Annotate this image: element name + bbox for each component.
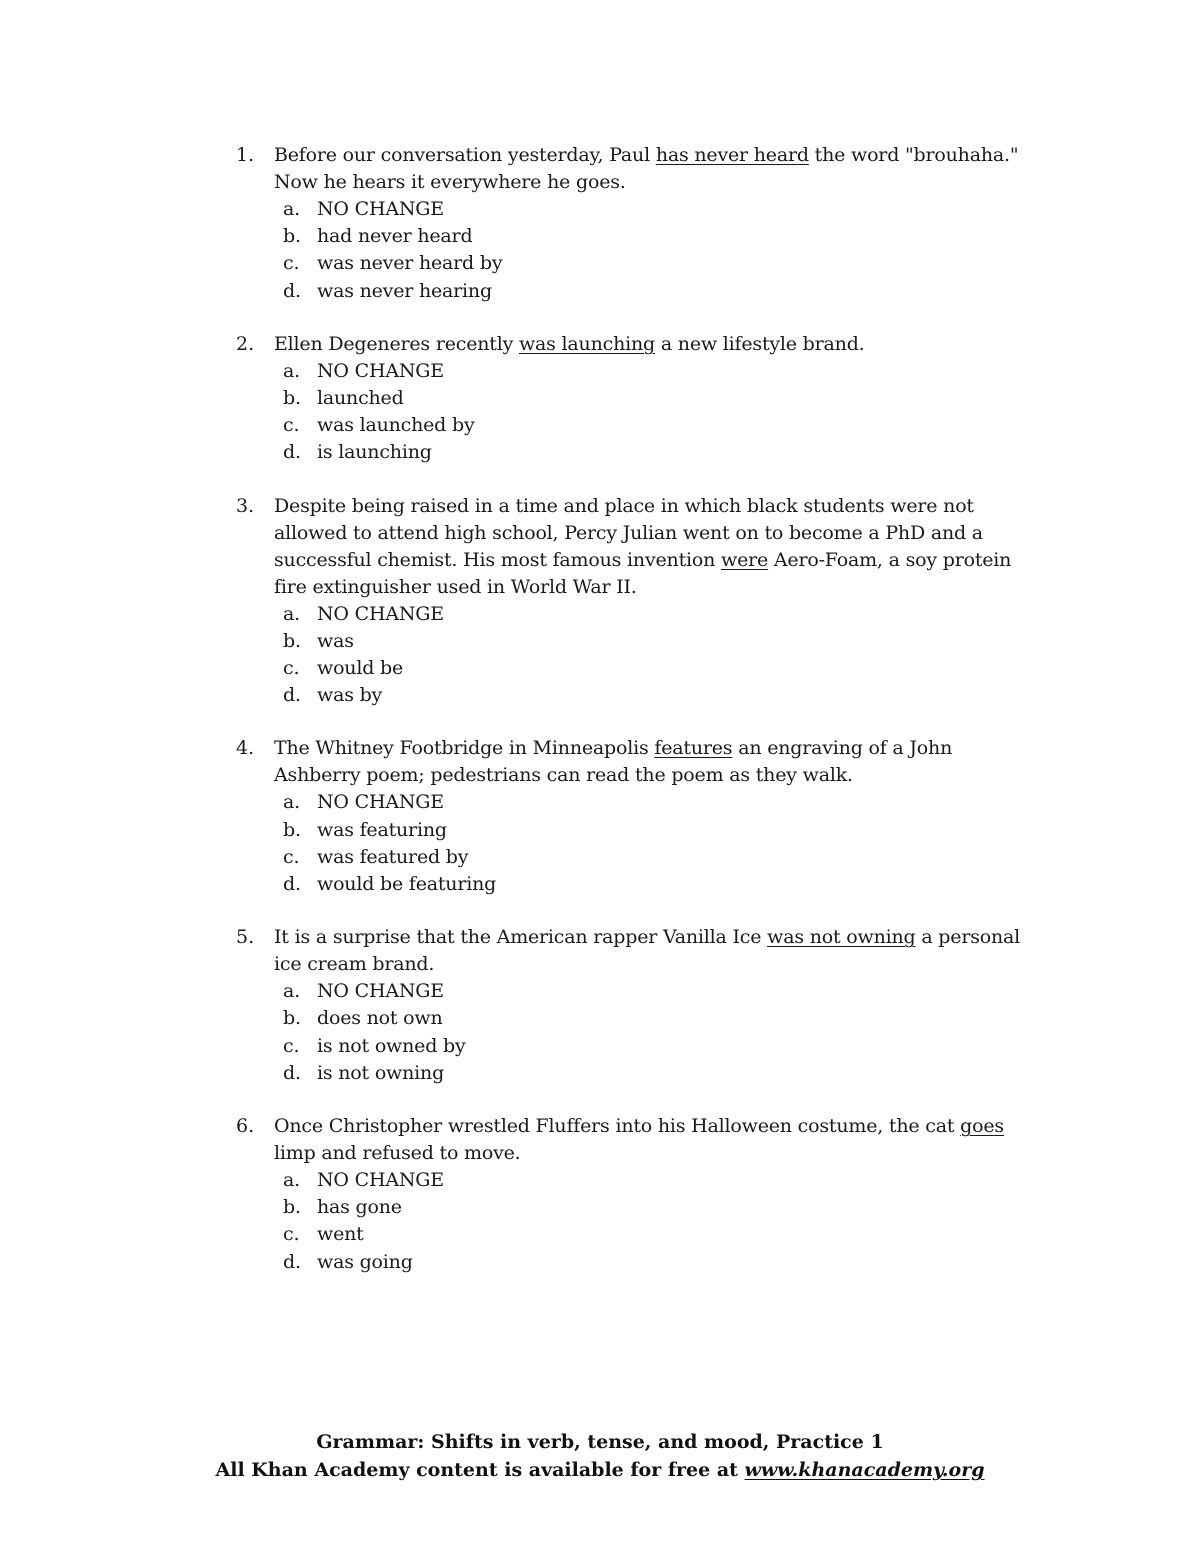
option-text: NO CHANGE <box>317 359 444 382</box>
question-3 <box>236 493 1036 710</box>
answer-option[interactable] <box>274 978 1036 1005</box>
question-number: 3. <box>236 494 255 517</box>
option-letter: a. <box>283 791 300 814</box>
option-text: NO CHANGE <box>317 980 444 1003</box>
underlined-phrase: goes <box>960 1115 1004 1138</box>
question-5 <box>236 924 1036 1087</box>
option-text: was by <box>317 684 383 707</box>
footer-availability: All Khan Academy content is available for free at www.khanacademy.org <box>215 1459 985 1481</box>
option-text: was <box>317 629 354 652</box>
option-letter: b. <box>283 629 301 652</box>
option-text: was never hearing <box>317 279 492 302</box>
answer-option[interactable] <box>274 412 1036 439</box>
answer-option[interactable] <box>274 1033 1036 1060</box>
option-letter: a. <box>283 359 300 382</box>
option-letter: d. <box>283 441 301 464</box>
option-text: NO CHANGE <box>317 791 444 814</box>
option-letter: a. <box>283 980 300 1003</box>
question-stem: Ellen Degeneres recently was launching a new lifestyle brand. <box>274 332 865 355</box>
option-text: was going <box>317 1250 413 1273</box>
answer-option[interactable] <box>274 844 1036 871</box>
option-text: was never heard by <box>317 252 503 275</box>
option-text: is not owned by <box>317 1034 466 1057</box>
option-text: was launched by <box>317 414 475 437</box>
option-text: went <box>317 1223 364 1246</box>
answer-option[interactable] <box>274 1167 1036 1194</box>
option-letter: d. <box>283 873 301 896</box>
option-text: was featuring <box>317 818 447 841</box>
question-6 <box>236 1113 1036 1276</box>
underlined-phrase: was launching <box>518 332 655 355</box>
footer-title: Grammar: Shifts in verb, tense, and mood, Practice 1 <box>316 1431 884 1453</box>
answer-options <box>274 196 1036 305</box>
question-number: 1. <box>236 144 255 166</box>
option-letter: c. <box>283 657 300 680</box>
option-letter: a. <box>283 1169 300 1192</box>
option-text: NO CHANGE <box>317 1169 444 1192</box>
answer-option[interactable] <box>274 1005 1036 1032</box>
question-4 <box>236 735 1036 898</box>
answer-option[interactable] <box>274 1194 1036 1221</box>
answer-option[interactable] <box>274 223 1036 250</box>
option-text: has gone <box>317 1196 402 1219</box>
question-list <box>236 142 1036 1302</box>
question-stem: Before our conversation yesterday, Paul has never heard the word "brouhaha." Now he hears it everywhere he goes. <box>274 144 1019 193</box>
option-text: was featured by <box>317 845 469 868</box>
option-text: would be <box>317 657 404 680</box>
answer-option[interactable] <box>274 682 1036 709</box>
question-1 <box>236 142 1036 305</box>
answer-options <box>274 601 1036 710</box>
option-text: would be featuring <box>317 873 497 896</box>
underlined-phrase: was not owning <box>767 926 916 949</box>
option-text: does not own <box>317 1007 443 1030</box>
option-letter: d. <box>283 1250 301 1273</box>
underlined-phrase: features <box>654 737 733 760</box>
option-letter: b. <box>283 818 301 841</box>
answer-option[interactable] <box>274 358 1036 385</box>
answer-option[interactable] <box>274 1060 1036 1087</box>
answer-option[interactable] <box>274 628 1036 655</box>
answer-option[interactable] <box>274 789 1036 816</box>
question-number: 4. <box>236 737 255 760</box>
question-stem: Despite being raised in a time and place in which black students were not allowed to attend high school, Percy Julian went on to become a PhD and a successful chemist. His most famous invention were Aero-Foam, a soy protein fire extinguisher used in World War II. <box>274 494 1012 598</box>
option-letter: d. <box>283 1061 301 1084</box>
option-text: had never heard <box>317 225 473 248</box>
option-letter: b. <box>283 1196 301 1219</box>
option-letter: a. <box>283 602 300 625</box>
answer-option[interactable] <box>274 601 1036 628</box>
option-letter: b. <box>283 1007 301 1030</box>
option-letter: c. <box>283 414 300 437</box>
answer-option[interactable] <box>274 655 1036 682</box>
answer-option[interactable] <box>274 196 1036 223</box>
option-text: is launching <box>317 441 432 464</box>
khan-academy-link[interactable]: www.khanacademy.org <box>744 1459 985 1481</box>
option-letter: c. <box>283 845 300 868</box>
underlined-phrase: has never heard <box>655 144 809 166</box>
question-number: 5. <box>236 926 255 949</box>
option-letter: b. <box>283 387 301 410</box>
answer-options <box>274 358 1036 467</box>
option-text: is not owning <box>317 1061 445 1084</box>
option-text: NO CHANGE <box>317 602 444 625</box>
option-letter: c. <box>283 1223 300 1246</box>
option-letter: b. <box>283 225 301 248</box>
answer-option[interactable] <box>274 385 1036 412</box>
page-footer <box>0 1428 1200 1484</box>
option-letter: d. <box>283 279 301 302</box>
option-letter: c. <box>283 1034 300 1057</box>
option-letter: a. <box>283 198 300 220</box>
option-letter: d. <box>283 684 301 707</box>
answer-options <box>274 978 1036 1087</box>
option-text: NO CHANGE <box>317 198 444 220</box>
option-text: launched <box>317 387 404 410</box>
answer-options <box>274 789 1036 898</box>
question-stem: It is a surprise that the American rapper Vanilla Ice was not owning a personal ice cream brand. <box>274 926 1021 976</box>
answer-option[interactable] <box>274 1249 1036 1276</box>
answer-options <box>274 1167 1036 1276</box>
question-stem: The Whitney Footbridge in Minneapolis features an engraving of a John Ashberry poem; pedestrians can read the poem as they walk. <box>274 737 953 787</box>
answer-option[interactable] <box>274 871 1036 898</box>
underlined-phrase: were <box>721 548 769 571</box>
answer-option[interactable] <box>274 250 1036 277</box>
answer-option[interactable] <box>274 817 1036 844</box>
answer-option[interactable] <box>274 439 1036 466</box>
question-2 <box>236 331 1036 467</box>
question-number: 2. <box>236 332 255 355</box>
question-number: 6. <box>236 1115 255 1138</box>
question-stem: Once Christopher wrestled Fluffers into his Halloween costume, the cat goes limp and refused to move. <box>274 1115 1004 1165</box>
option-letter: c. <box>283 252 300 275</box>
answer-option[interactable] <box>274 1221 1036 1248</box>
answer-option[interactable] <box>274 278 1036 305</box>
